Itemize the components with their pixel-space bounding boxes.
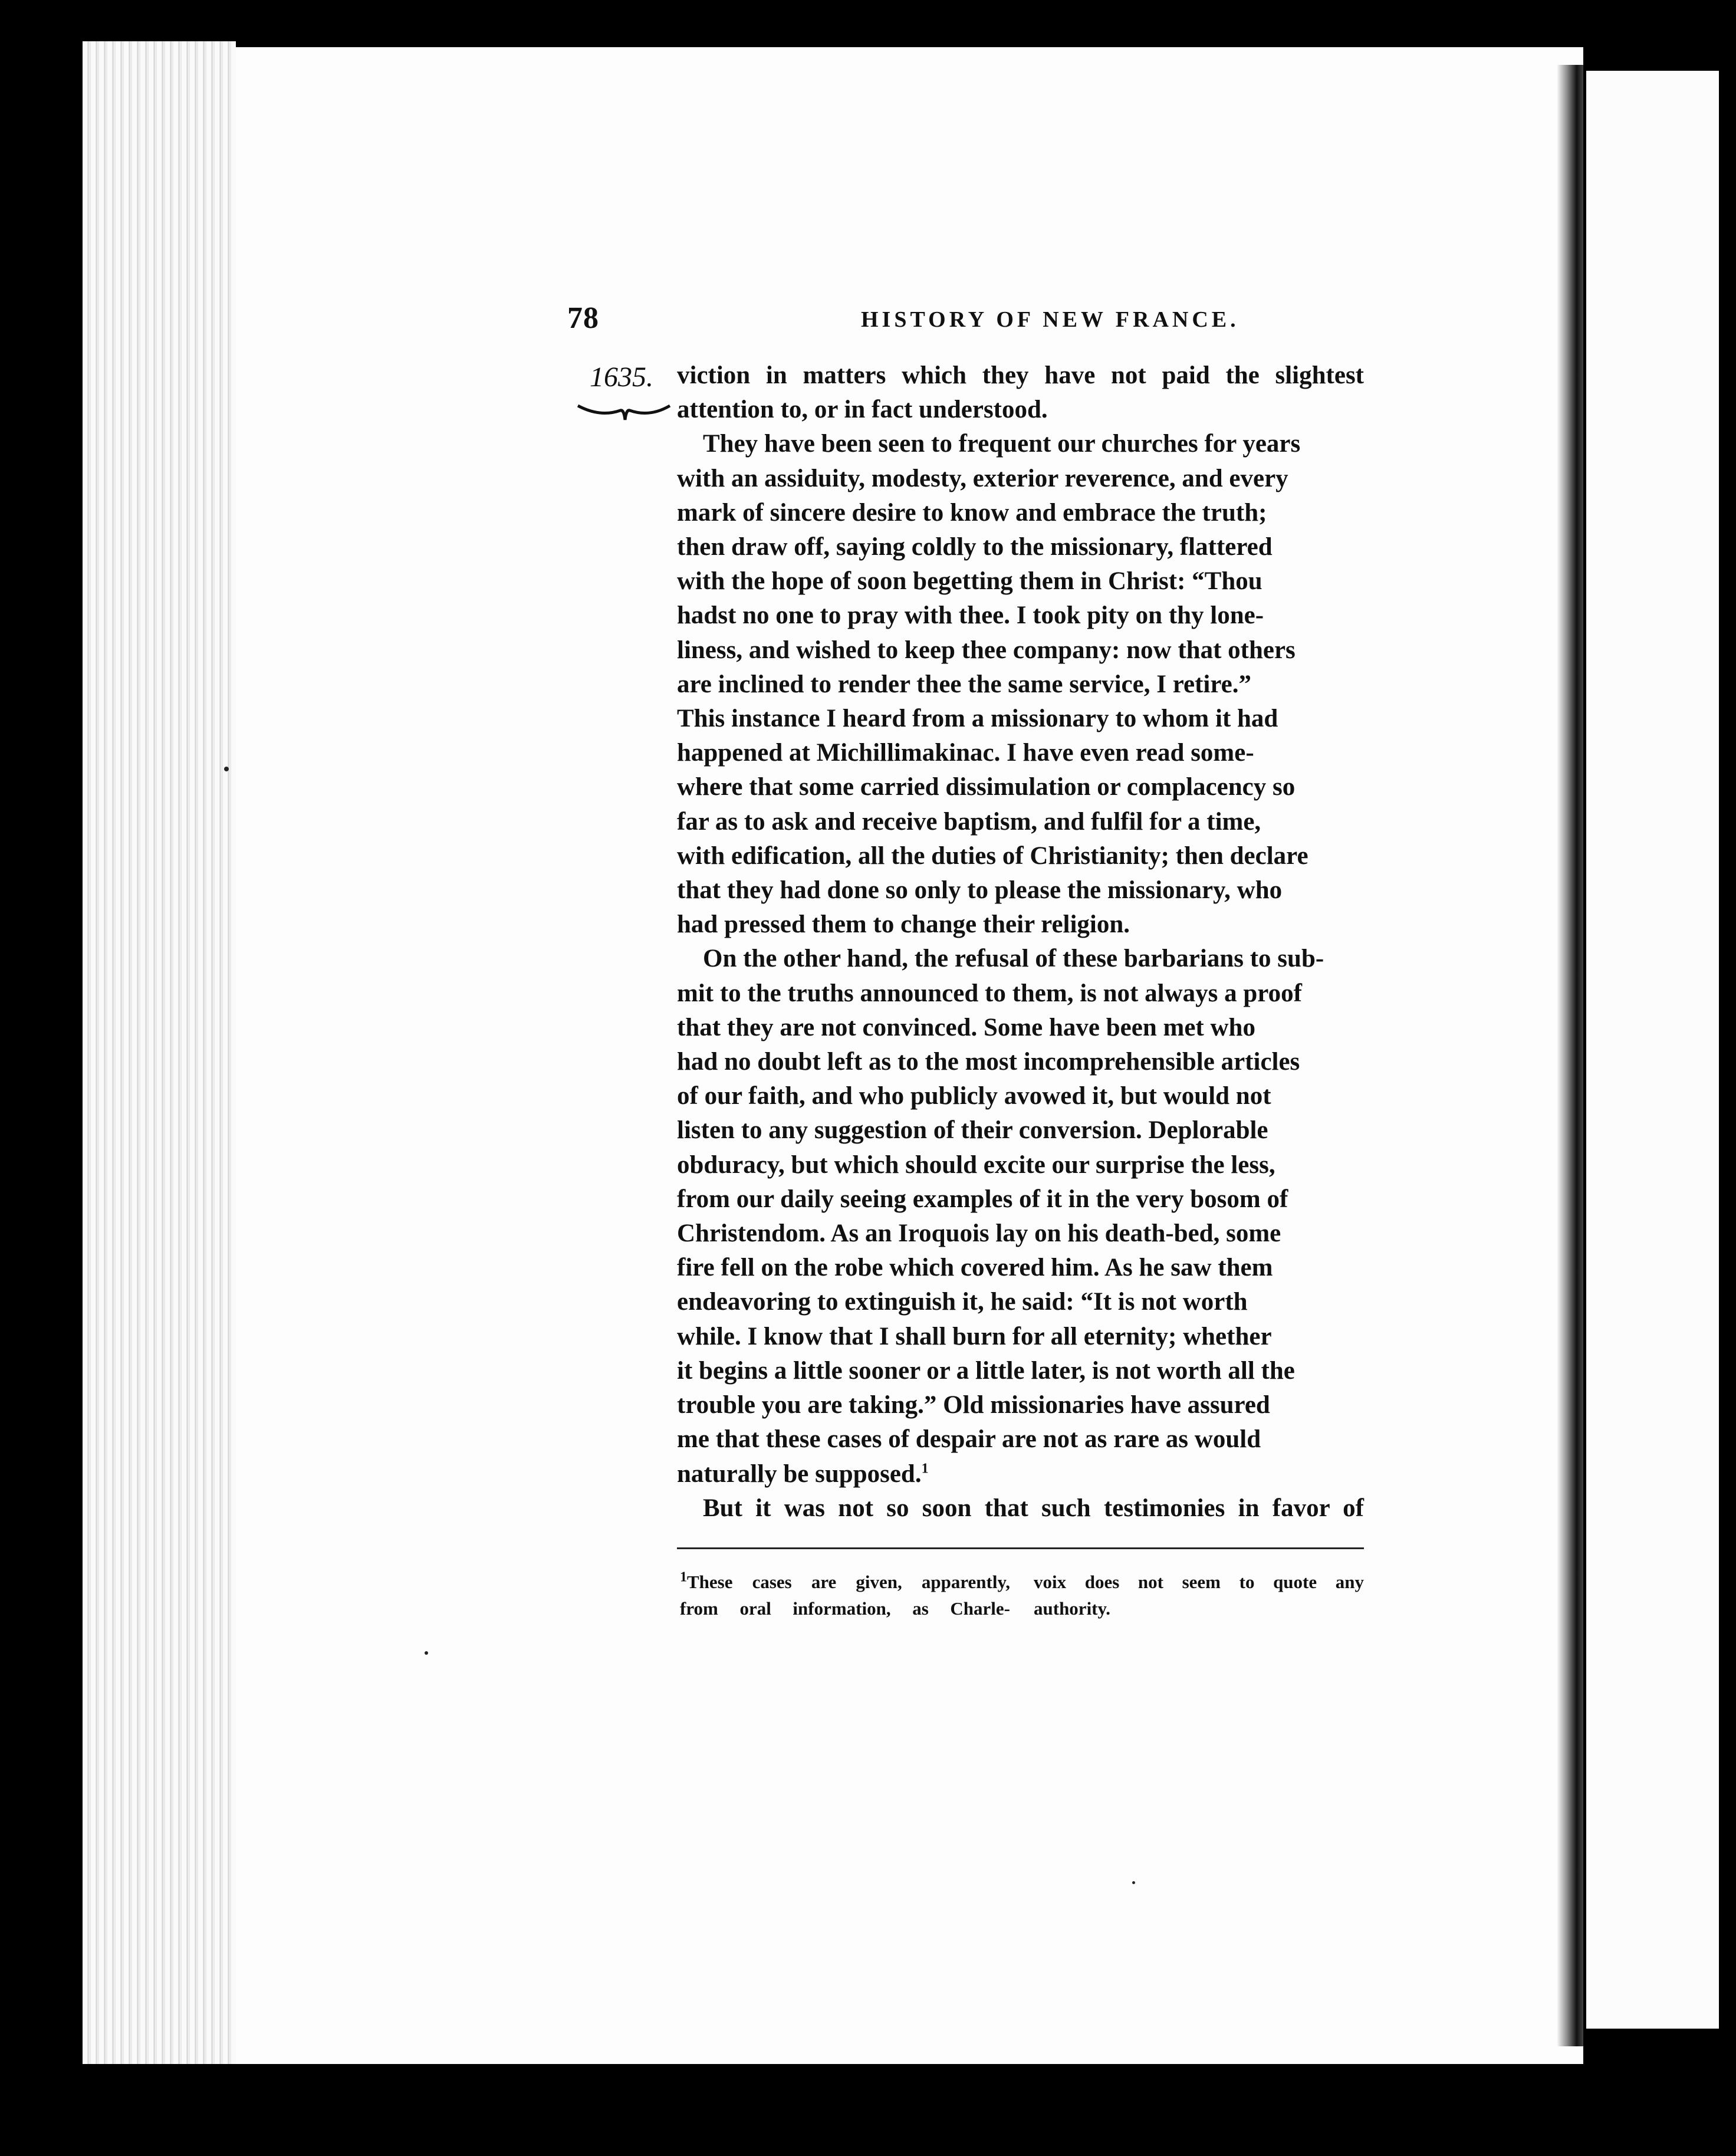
footnote-column <box>1034 1569 1364 1622</box>
margin-year: 1635. <box>590 361 653 393</box>
footnote-column <box>680 1569 1010 1622</box>
text-line: happened at Michillimakinac. I have even read some- <box>677 739 1254 767</box>
paragraph <box>677 1491 1364 1526</box>
paragraph <box>677 359 1364 427</box>
text-line: liness, and wished to keep thee company: now that others <box>677 636 1296 664</box>
footnote-rule <box>677 1547 1364 1549</box>
page-number: 78 <box>567 301 599 335</box>
text-line: while. I know that I shall burn for all eternity; whether <box>677 1322 1272 1350</box>
text-line: with an assiduity, modesty, exterior reverence, and every <box>677 464 1288 492</box>
text-line: of our faith, and who publicly avowed it, but would not <box>677 1082 1271 1110</box>
text-line: it begins a little sooner or a little later, is not worth all the <box>677 1356 1295 1385</box>
scan-border <box>0 2064 1736 2156</box>
text-line: mark of sincere desire to know and embrace the truth; <box>677 498 1267 527</box>
scan-speck <box>1132 1881 1135 1884</box>
text-line: with edification, all the duties of Christianity; then declare <box>677 842 1308 870</box>
text-line: Christendom. As an Iroquois lay on his death-bed, some <box>677 1220 1281 1248</box>
text-line: fire fell on the robe which covered him. As he saw them <box>677 1254 1273 1282</box>
footnote-marker: 1 <box>921 1461 929 1477</box>
text-line: had pressed them to change their religion. <box>677 911 1130 939</box>
body-text <box>677 359 1364 1526</box>
text-line: me that these cases of despair are not as rare as would <box>677 1425 1261 1454</box>
text-line: had no doubt left as to the most incomprehensible articles <box>677 1048 1300 1076</box>
text-line: viction in matters which they have not paid the slightest <box>677 361 1364 389</box>
footnote-marker: 1 <box>680 1569 687 1585</box>
text-line: with the hope of soon begetting them in Christ: “Thou <box>677 567 1262 596</box>
text-line: This instance I heard from a missionary to whom it had <box>677 705 1278 733</box>
text-line: listen to any suggestion of their conversion. Deplorable <box>677 1116 1268 1145</box>
page-edges <box>83 41 236 2070</box>
text-line: mit to the truths announced to them, is not always a proof <box>677 979 1302 1007</box>
paragraph <box>677 942 1364 1491</box>
text-line: endeavoring to extinguish it, he said: “It is not worth <box>677 1288 1248 1316</box>
text-line: that they had done so only to please the missionary, who <box>677 876 1283 905</box>
gutter-shadow <box>1557 65 1583 2046</box>
footnote-line: authority. <box>1034 1598 1111 1619</box>
scan-speck <box>425 1651 428 1655</box>
paragraph <box>677 427 1364 942</box>
facing-page <box>1586 71 1719 2029</box>
footnote-line: from oral information, as Charle- <box>680 1598 1010 1619</box>
text-line: obduracy, but which should excite our surprise the less, <box>677 1151 1275 1179</box>
text-line: from our daily seeing examples of it in the very bosom of <box>677 1185 1288 1213</box>
text-line: They have been seen to frequent our churches for years <box>703 430 1301 458</box>
text-line: are inclined to render thee the same service, I retire.” <box>677 670 1252 698</box>
text-line: where that some carried dissimulation or complacency so <box>677 773 1296 801</box>
footnotes <box>680 1569 1364 1622</box>
footnote-line: voix does not seem to quote any <box>1034 1572 1364 1592</box>
running-head: HISTORY OF NEW FRANCE. <box>861 307 1239 332</box>
text-line: attention to, or in fact understood. <box>677 396 1048 424</box>
text-line-content: naturally be supposed. <box>677 1460 922 1488</box>
text-line: hadst no one to pray with thee. I took pity on thy lone- <box>677 602 1264 630</box>
text-line: that they are not convinced. Some have been met who <box>677 1013 1255 1041</box>
footnote-line <box>680 1569 1010 1595</box>
brace-ornament <box>577 402 671 422</box>
text-line <box>677 1457 1364 1491</box>
text-line: trouble you are taking.” Old missionaries have assured <box>677 1391 1270 1419</box>
text-line: But it was not so soon that such testimonies in favor of <box>703 1494 1364 1522</box>
text-line: On the other hand, the refusal of these barbarians to sub- <box>703 945 1324 973</box>
footnote-text: These cases are given, apparently, <box>687 1572 1010 1592</box>
text-line: then draw off, saying coldly to the missionary, flattered <box>677 533 1273 561</box>
scan-speck <box>224 767 229 771</box>
text-line: far as to ask and receive baptism, and fulfil for a time, <box>677 807 1261 836</box>
